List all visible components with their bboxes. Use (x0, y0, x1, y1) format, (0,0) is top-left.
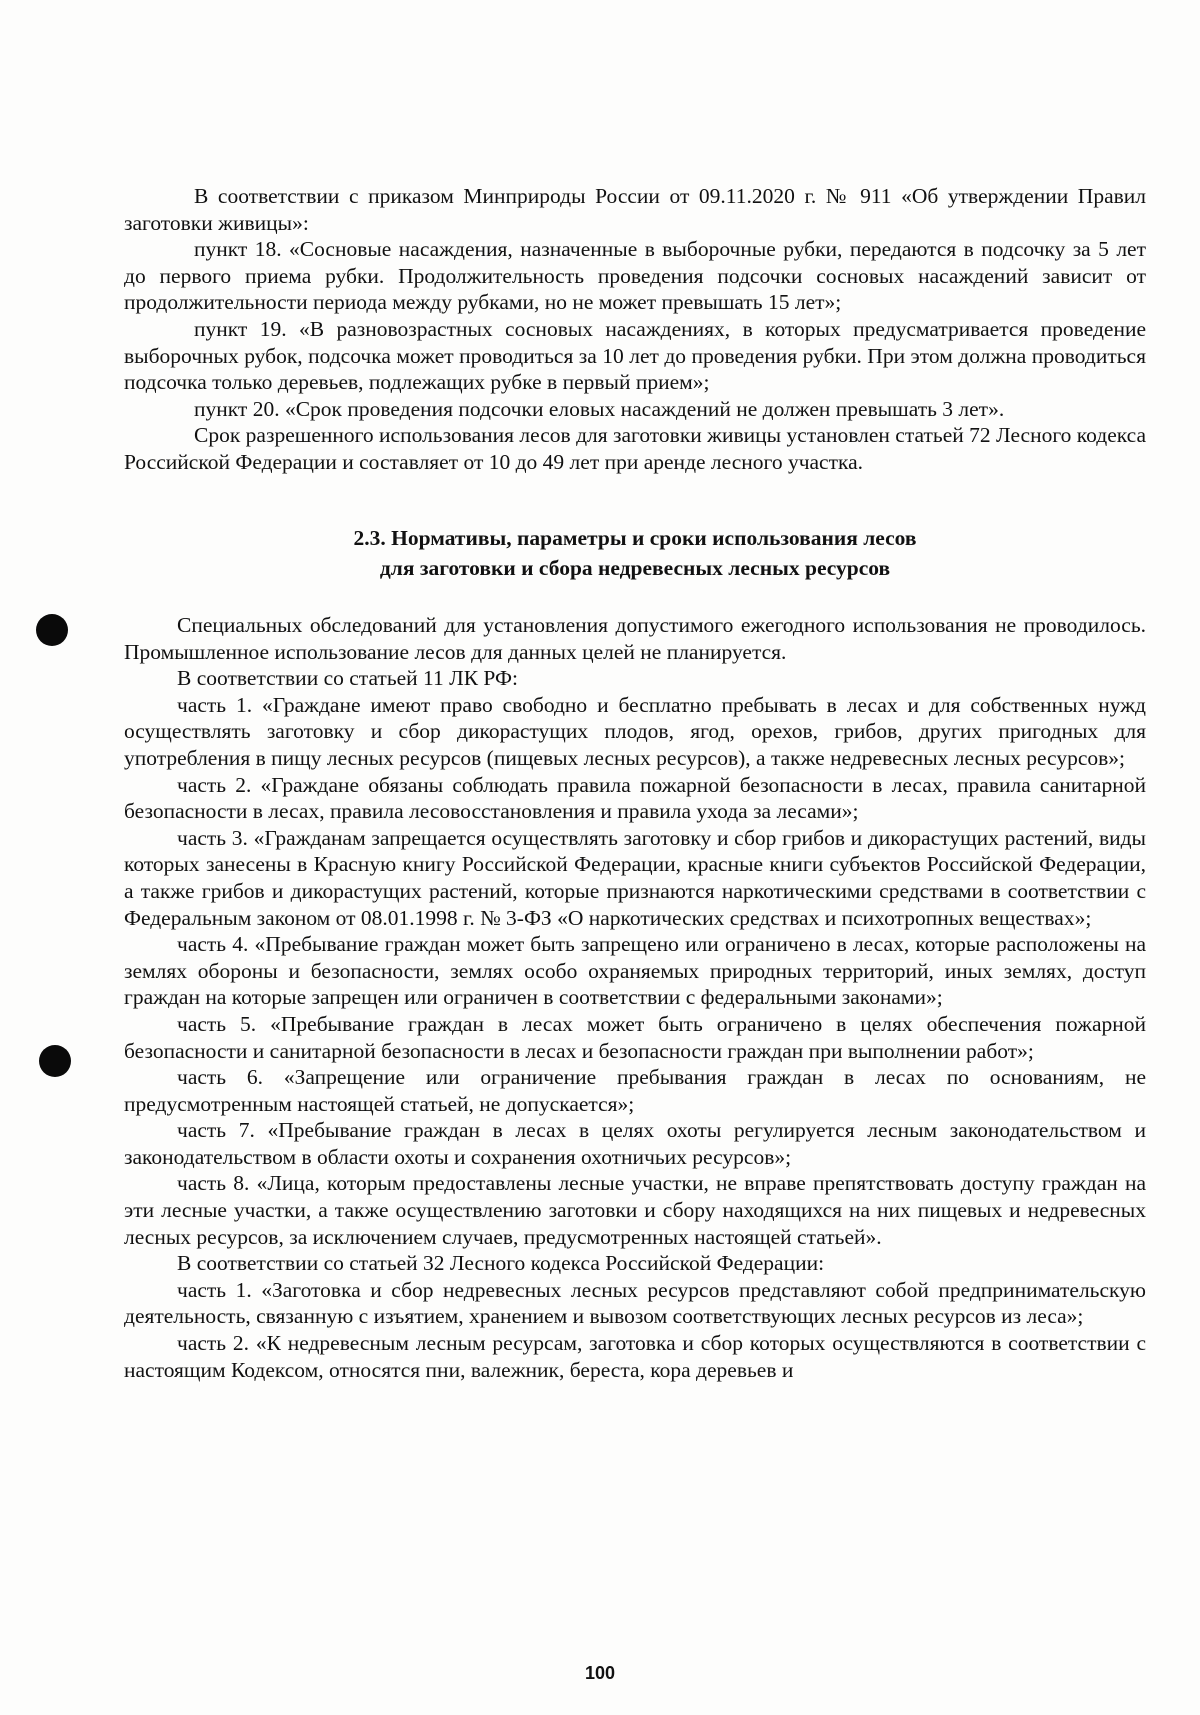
paragraph-article-32-part-1: часть 1. «Заготовка и сбор недревесных лесных ресурсов представляют собой предпринимательскую деятельность, связанную с изъятием, хранением и вывозом соответствующих лесных ресурсов из леса»; (124, 1277, 1146, 1329)
section-heading (124, 523, 1146, 583)
section-heading-line-1: 2.3. Нормативы, параметры и сроки использования лесов (353, 526, 917, 550)
paragraph-article-11-intro: В соответствии со статьей 11 ЛК РФ: (177, 666, 518, 691)
page-number: 100 (584, 1663, 616, 1683)
intro-text-block (124, 183, 1146, 476)
paragraph-resin-term: Срок разрешенного использования лесов для заготовки живицы установлен статьей 72 Лесного кодекса Российской Федерации и составляет от 10 до 49 лет при аренде лесного участка. (124, 423, 1146, 474)
paragraph-article-11-part-2: часть 2. «Граждане обязаны соблюдать правила пожарной безопасности в лесах, правила санитарной безопасности в лесах, правила лесовосстановления и правила ухода за лесами»; (124, 772, 1146, 824)
paragraph-article-11-part-7: часть 7. «Пребывание граждан в лесах в целях охоты регулируется лесным законодательством и законодательством в области охоты и сохранения охотничьих ресурсов»; (124, 1118, 1146, 1169)
section-heading-line-2: для заготовки и сбора недревесных лесных ресурсов (379, 556, 891, 580)
binder-hole-bottom (39, 1045, 71, 1077)
paragraph-surveys: Специальных обследований для установления допустимого ежегодного использования не проводилось. Промышленное использование лесов для данных целей не планируется. (124, 613, 1146, 664)
paragraph-article-11-part-5: часть 5. «Пребывание граждан в лесах может быть ограничено в целях обеспечения пожарной безопасности и санитарной безопасности в лесах и безопасности граждан при выполнении работ»; (124, 1011, 1146, 1063)
main-text-block (124, 612, 1146, 1383)
paragraph-article-11-part-4: часть 4. «Пребывание граждан может быть запрещено или ограничено в лесах, которые расположены на землях обороны и безопасности, землях особо охраняемых природных территорий, иных землях, доступ граждан на которые запрещен или ограничен в соответствии с федеральными законами»; (124, 932, 1146, 1010)
paragraph-article-11-part-3: часть 3. «Гражданам запрещается осуществлять заготовку и сбор грибов и дикорастущих растений, виды которых занесены в Красную книгу Российской Федерации, красные книги субъектов Российской Федерации, а также грибов и дикорастущих растений, которые признаются наркотическими средствами в соответствии с Федеральным законом от 08.01.1998 г. № 3-ФЗ «О наркотических средствах и психотропных веществах»; (124, 825, 1146, 930)
paragraph-point-20: пункт 20. «Срок проведения подсочки еловых насаждений не должен превышать 3 лет». (194, 396, 1005, 421)
binder-hole-top (36, 614, 68, 646)
paragraph-article-11-part-1: часть 1. «Граждане имеют право свободно и бесплатно пребывать в лесах и для собственных нужд осуществлять заготовку и сбор дикорастущих плодов, ягод, орехов, грибов, других пригодных для употребления в пищу лесных ресурсов (пищевых лесных ресурсов), а также недревесных лесных ресурсов»; (124, 692, 1146, 770)
paragraph-order-reference: В соответствии с приказом Минприроды России от 09.11.2020 г. № 911 «Об утверждении Правил заготовки живицы»: (124, 184, 1146, 235)
paragraph-article-11-part-8: часть 8. «Лица, которым предоставлены лесные участки, не вправе препятствовать доступу граждан на эти лесные участки, а также осуществлению заготовки и сбору находящихся на них пищевых и недревесных лесных ресурсов, за исключением случаев, предусмотренных настоящей статьей». (124, 1171, 1146, 1249)
paragraph-point-19: пункт 19. «В разновозрастных сосновых насаждениях, в которых предусматривается проведение выборочных рубок, подсочка может проводиться за 10 лет до проведения рубки. При этом должна проводиться подсочка только деревьев, подлежащих рубке в первый прием»; (124, 316, 1146, 395)
paragraph-point-18: пункт 18. «Сосновые насаждения, назначенные в выборочные рубки, передаются в подсочку за 5 лет до первого приема рубки. Продолжительность проведения подсочки сосновых насаждений зависит от продолжительности периода между рубками, но не может превышать 15 лет»; (124, 237, 1146, 315)
paragraph-article-11-part-6: часть 6. «Запрещение или ограничение пребывания граждан в лесах по основаниям, не предусмотренным настоящей статьей, не допускается»; (124, 1065, 1146, 1116)
paragraph-article-32-part-2: часть 2. «К недревесным лесным ресурсам, заготовка и сбор которых осуществляются в соответствии с настоящим Кодексом, относятся пни, валежник, береста, кора деревьев и (124, 1331, 1146, 1382)
paragraph-article-32-intro: В соответствии со статьей 32 Лесного кодекса Российской Федерации: (177, 1251, 825, 1276)
